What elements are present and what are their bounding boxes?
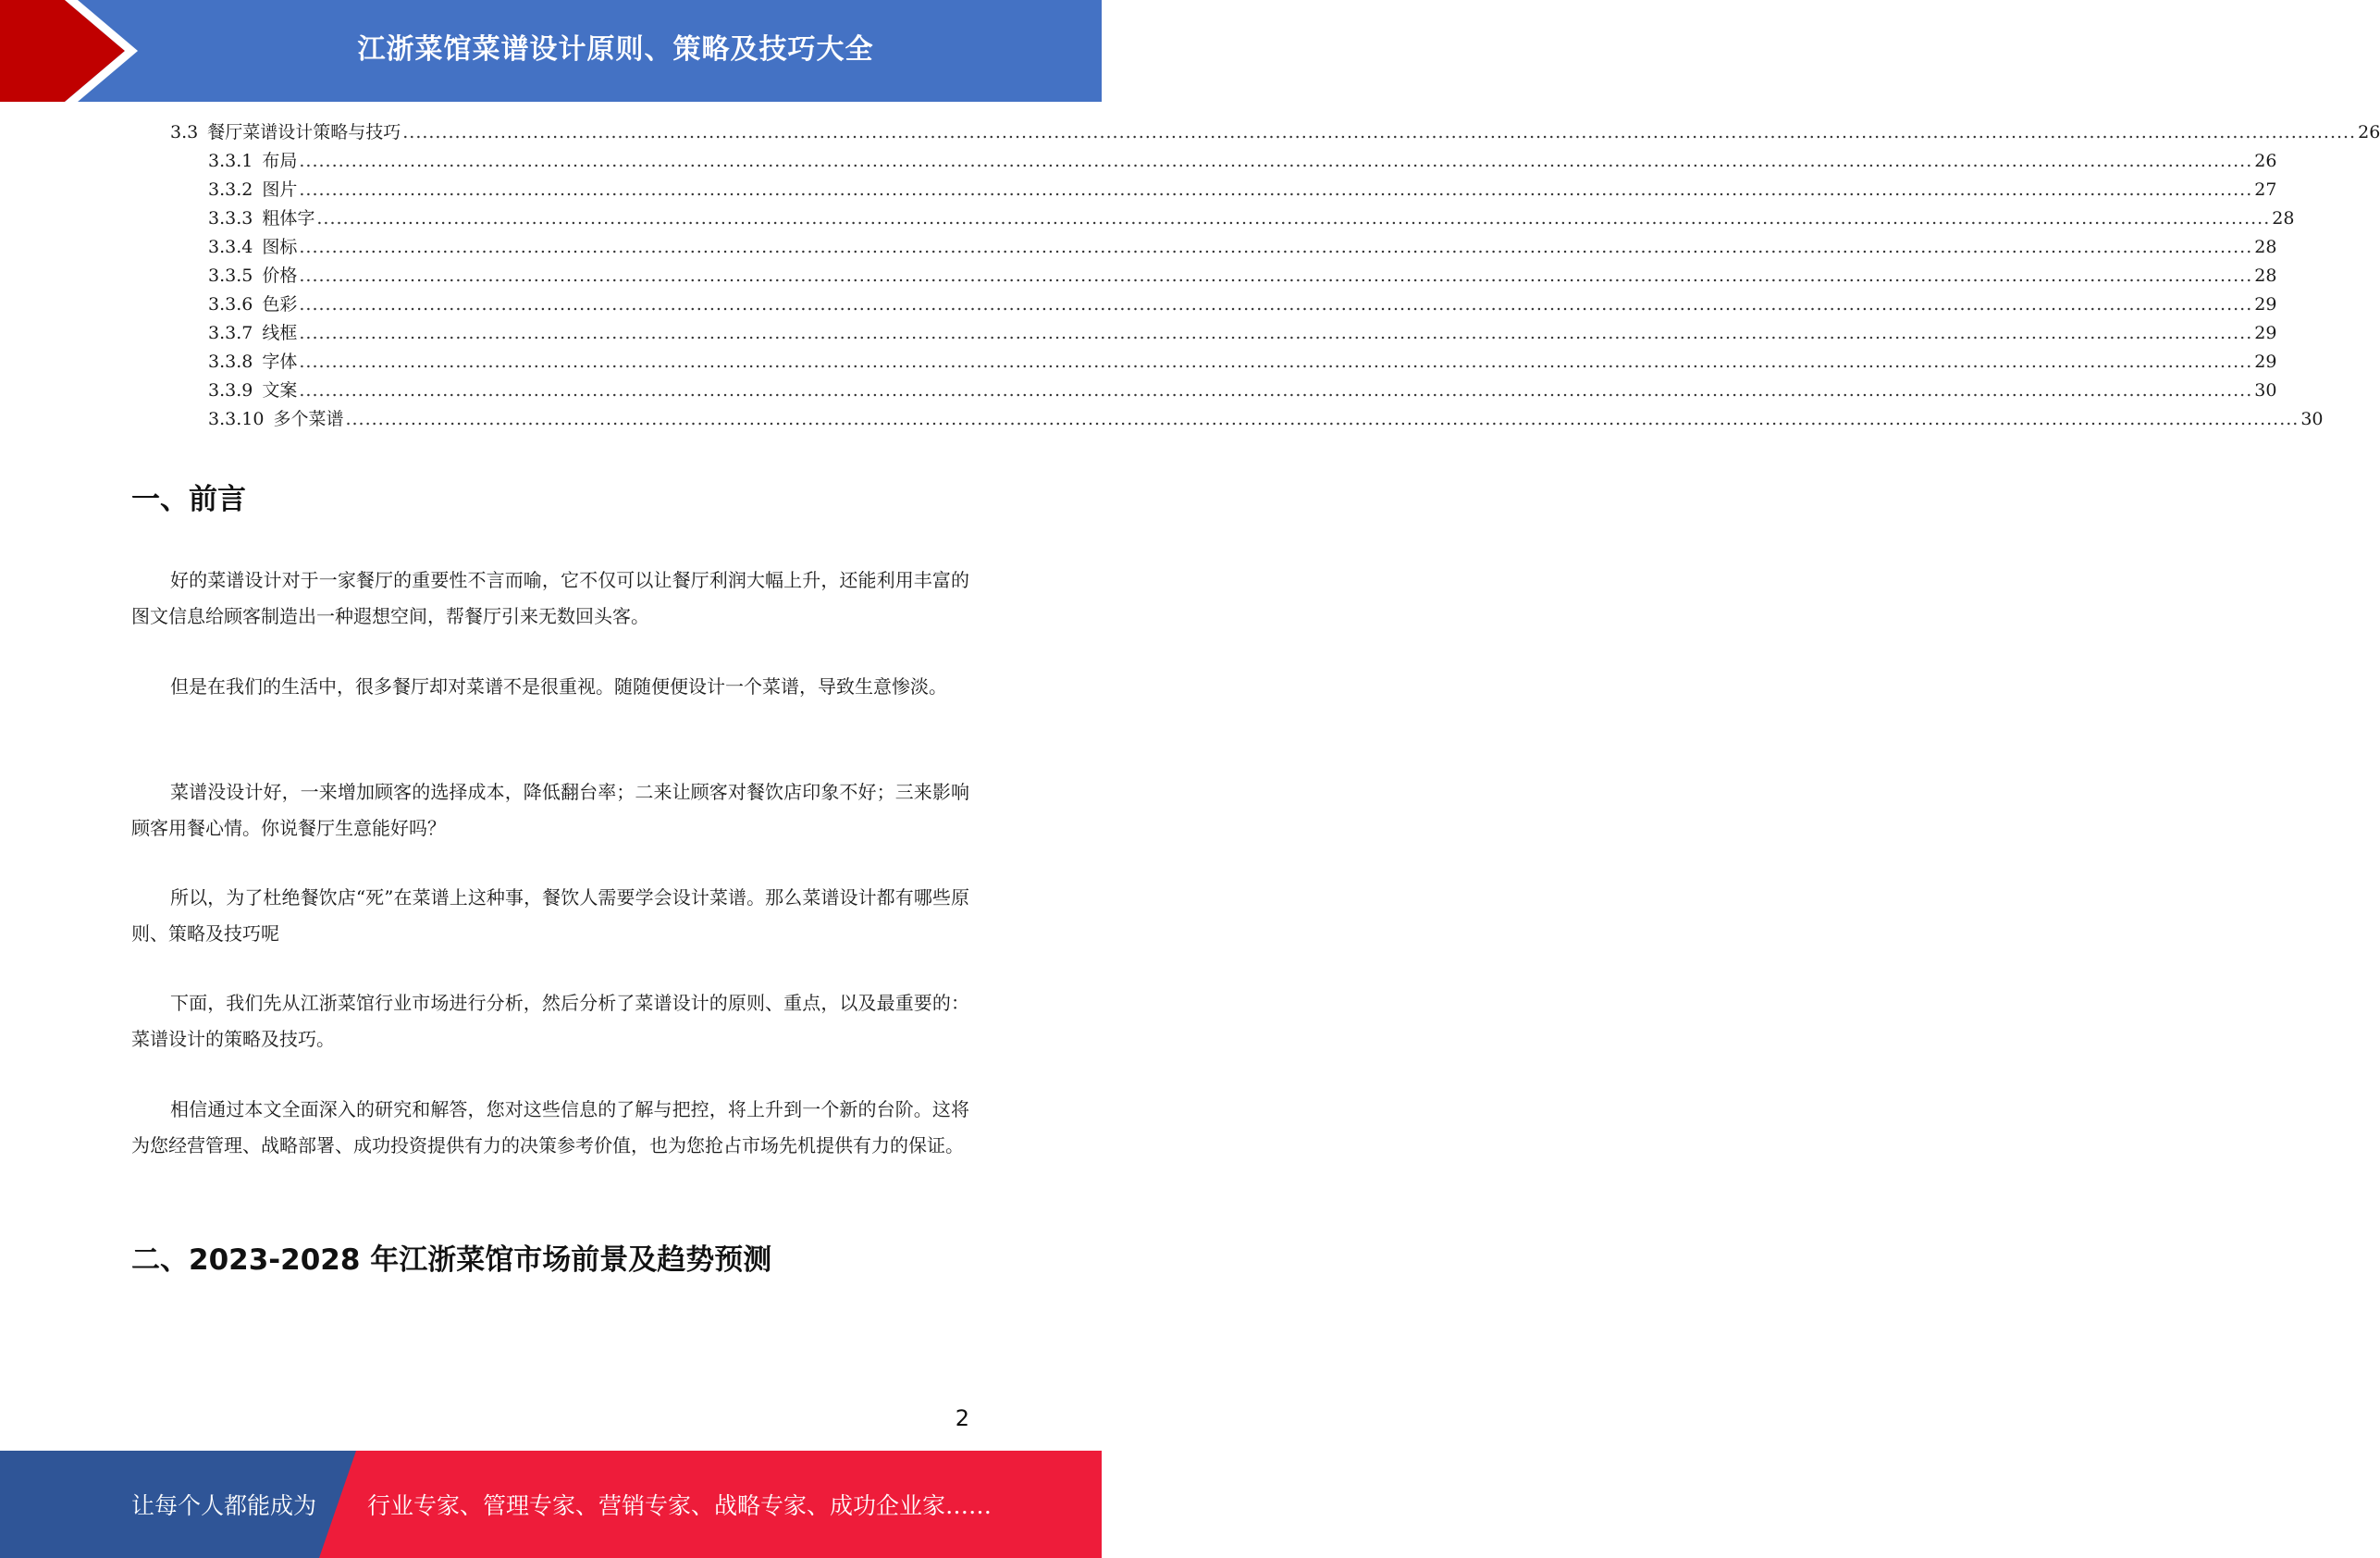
toc-entry-title: 线框 bbox=[262, 323, 298, 343]
section-heading-market-forecast: 二、2023-2028 年江浙菜馆市场前景及趋势预测 bbox=[131, 1243, 772, 1277]
body-paragraph: 但是在我们的生活中，很多餐厅却对菜谱不是很重视。随随便便设计一个菜谱，导致生意惨淡。 bbox=[170, 675, 947, 698]
body-paragraph: 相信通过本文全面深入的研究和解答，您对这些信息的了解与把控，将上升到一个新的台阶。这将为您经营管理、战略部署、成功投资提供有力的决策参考价值，也为您抢占市场先机提供有力的保证。 bbox=[131, 1098, 969, 1156]
toc-entry[interactable] bbox=[208, 377, 2277, 405]
toc-entry-number: 3.3.5 bbox=[208, 266, 253, 286]
toc-entry[interactable] bbox=[208, 319, 2277, 348]
toc-entry-number: 3.3.2 bbox=[208, 179, 253, 200]
toc-entry-page: 30 bbox=[2254, 380, 2277, 401]
toc-entry[interactable] bbox=[170, 118, 2380, 147]
toc-entry-title: 布局 bbox=[262, 151, 298, 171]
toc-entry-title: 多个菜谱 bbox=[273, 409, 344, 429]
toc-entry-number: 3.3.1 bbox=[208, 151, 253, 171]
toc-entry-title: 图片 bbox=[262, 179, 298, 200]
toc-entry-number: 3.3.7 bbox=[208, 323, 253, 343]
toc-dot-leader: ............................................................................................................................................................................................................................................................................................................ bbox=[299, 237, 2253, 257]
toc-entry-title: 图标 bbox=[262, 237, 298, 257]
body-paragraph: 下面，我们先从江浙菜馆行业市场进行分析，然后分析了菜谱设计的原则、重点，以及最重要的：菜谱设计的策略及技巧。 bbox=[131, 992, 969, 1050]
toc-entry-title: 文案 bbox=[262, 380, 298, 401]
toc-entry[interactable] bbox=[208, 233, 2277, 262]
toc-entry-page: 28 bbox=[2254, 237, 2277, 257]
toc-entry-page: 30 bbox=[2300, 409, 2324, 429]
toc-entry[interactable] bbox=[208, 147, 2277, 176]
toc-entry-page: 29 bbox=[2254, 294, 2277, 315]
toc-entry-number: 3.3 bbox=[170, 122, 199, 142]
toc-entry-title: 粗体字 bbox=[262, 208, 315, 229]
toc-entry-number: 3.3.10 bbox=[208, 409, 265, 429]
toc-entry-number: 3.3.9 bbox=[208, 380, 253, 401]
header-arrow-decoration bbox=[0, 0, 148, 102]
footer-slogan-right: 行业专家、管理专家、营销专家、战略专家、成功企业家…… bbox=[367, 1492, 993, 1519]
toc-entry-page: 26 bbox=[2358, 122, 2380, 142]
toc-entry-title: 色彩 bbox=[262, 294, 298, 315]
toc-entry-page: 29 bbox=[2254, 352, 2277, 372]
toc-dot-leader: ............................................................................................................................................................................................................................................................................................................ bbox=[299, 266, 2253, 286]
toc-dot-leader: ............................................................................................................................................................................................................................................................................................................ bbox=[299, 179, 2253, 200]
toc-entry-number: 3.3.4 bbox=[208, 237, 253, 257]
footer-slogan-left: 让每个人都能成为 bbox=[131, 1492, 317, 1519]
toc-entry-title: 餐厅菜谱设计策略与技巧 bbox=[207, 122, 401, 142]
toc-entry-page: 29 bbox=[2254, 323, 2277, 343]
toc-entry-page: 26 bbox=[2254, 151, 2277, 171]
document-title: 江浙菜馆菜谱设计原则、策略及技巧大全 bbox=[357, 33, 874, 66]
toc-entry[interactable] bbox=[208, 405, 2324, 434]
toc-dot-leader: ............................................................................................................................................................................................................................................................................................................ bbox=[299, 352, 2253, 372]
page-header bbox=[0, 0, 1102, 102]
toc-dot-leader: ............................................................................................................................................................................................................................................................................................................ bbox=[299, 294, 2253, 315]
toc-entry-number: 3.3.6 bbox=[208, 294, 253, 315]
toc-entry-number: 3.3.8 bbox=[208, 352, 253, 372]
toc-dot-leader: ............................................................................................................................................................................................................................................................................................................ bbox=[299, 151, 2253, 171]
body-paragraph: 好的菜谱设计对于一家餐厅的重要性不言而喻，它不仅可以让餐厅利润大幅上升，还能利用丰富的图文信息给顾客制造出一种遐想空间，帮餐厅引来无数回头客。 bbox=[131, 569, 969, 627]
toc-entry-page: 28 bbox=[2272, 208, 2295, 229]
section-heading-preface: 一、前言 bbox=[131, 483, 246, 516]
toc-entry[interactable] bbox=[208, 291, 2277, 319]
page-footer bbox=[0, 1451, 1102, 1558]
toc-entry-title: 字体 bbox=[262, 352, 298, 372]
toc-dot-leader: ............................................................................................................................................................................................................................................................................................................ bbox=[402, 122, 2357, 142]
page-number: 2 bbox=[955, 1405, 969, 1431]
body-paragraph: 所以，为了杜绝餐饮店“死”在菜谱上这种事，餐饮人需要学会设计菜谱。那么菜谱设计都有哪些原则、策略及技巧呢 bbox=[131, 886, 969, 945]
toc-entry[interactable] bbox=[208, 262, 2277, 291]
toc-dot-leader: ............................................................................................................................................................................................................................................................................................................ bbox=[299, 380, 2253, 401]
toc-entry[interactable] bbox=[208, 204, 2295, 233]
toc-entry-title: 价格 bbox=[262, 266, 298, 286]
toc-dot-leader: ............................................................................................................................................................................................................................................................................................................ bbox=[299, 323, 2253, 343]
toc-entry-number: 3.3.3 bbox=[208, 208, 253, 229]
body-paragraph: 菜谱没设计好，一来增加顾客的选择成本，降低翻台率；二来让顾客对餐饮店印象不好；三来影响顾客用餐心情。你说餐厅生意能好吗？ bbox=[131, 781, 969, 839]
toc-entry[interactable] bbox=[208, 176, 2277, 204]
toc-entry-page: 28 bbox=[2254, 266, 2277, 286]
toc-dot-leader: ............................................................................................................................................................................................................................................................................................................ bbox=[345, 409, 2300, 429]
toc-dot-leader: ............................................................................................................................................................................................................................................................................................................ bbox=[316, 208, 2271, 229]
toc-entry-page: 27 bbox=[2254, 179, 2277, 200]
toc-entry[interactable] bbox=[208, 348, 2277, 377]
